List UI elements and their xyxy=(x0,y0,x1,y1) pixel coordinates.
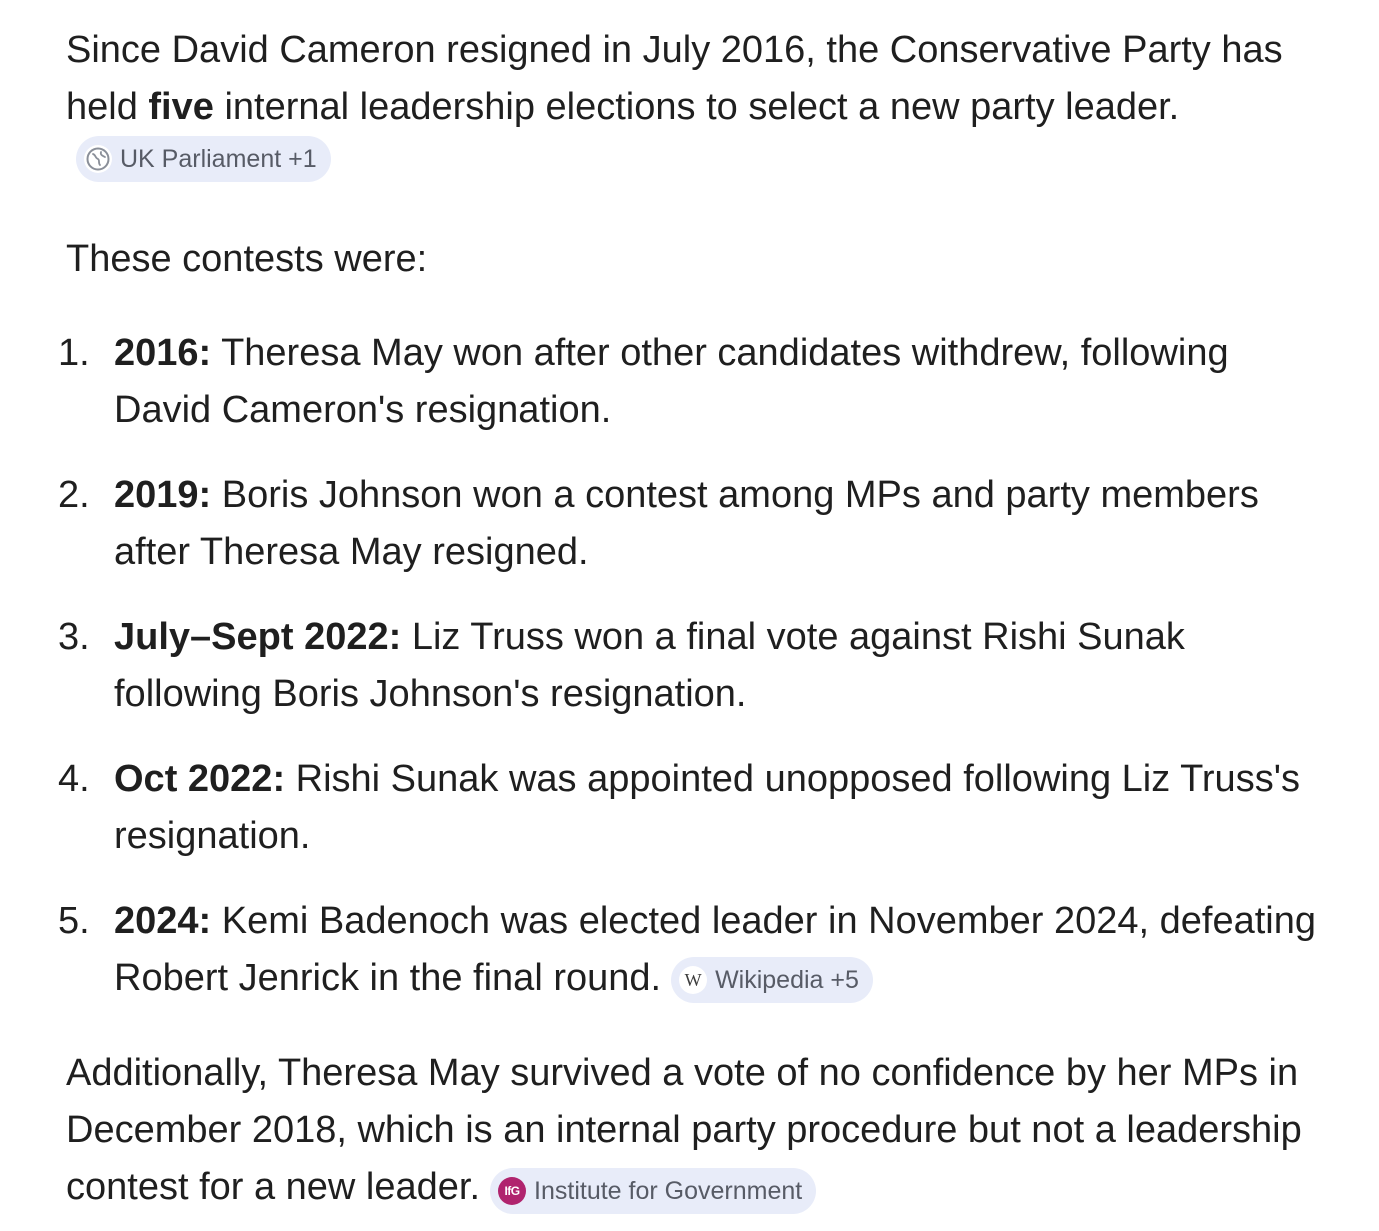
contest-label: 2016: xyxy=(114,332,212,374)
ifg-logo-icon: IfG xyxy=(498,1177,526,1205)
outro-paragraph xyxy=(66,1045,1326,1216)
wikipedia-icon: W xyxy=(679,966,707,994)
list-number: 3. xyxy=(58,616,90,658)
list-number: 4. xyxy=(58,758,90,800)
contests-lead: These contests were: xyxy=(66,238,428,280)
outro-text: Additionally, Theresa May survived a vote of no confidence by her MPs in December 2018, which is an internal party procedure but not a leadership contest for a new leader. xyxy=(66,1052,1302,1208)
citation-label: Wikipedia +5 xyxy=(715,966,859,994)
contests-list xyxy=(58,325,1326,1007)
list-item xyxy=(58,325,1326,439)
contest-label: July–Sept 2022: xyxy=(114,616,402,658)
response-content xyxy=(58,22,1326,1216)
contest-text: Boris Johnson won a contest among MPs and party members after Theresa May resigned. xyxy=(114,474,1259,573)
citation-label: UK Parliament +1 xyxy=(120,145,317,173)
intro-bold-count: five xyxy=(148,86,214,128)
list-number: 2. xyxy=(58,474,90,516)
contest-text: Kemi Badenoch was elected leader in November 2024, defeating Robert Jenrick in the final round. xyxy=(114,900,1317,999)
citation-chip-uk-parliament[interactable] xyxy=(76,136,331,182)
citation-chip-wikipedia[interactable] xyxy=(671,957,873,1003)
intro-paragraph xyxy=(66,22,1326,193)
contest-label: Oct 2022: xyxy=(114,758,286,800)
contest-label: 2019: xyxy=(114,474,212,516)
citation-label: Institute for Government xyxy=(534,1177,803,1205)
list-item xyxy=(58,751,1326,865)
list-item xyxy=(58,893,1326,1007)
globe-icon xyxy=(84,145,112,173)
list-number: 5. xyxy=(58,900,90,942)
list-item xyxy=(58,609,1326,723)
intro-text-before: Since David Cameron resigned in July 2016, the Conservative Party has held xyxy=(66,29,1283,128)
citation-chip-institute-for-government[interactable] xyxy=(490,1168,816,1214)
contest-text: Theresa May won after other candidates withdrew, following David Cameron's resignation. xyxy=(114,332,1229,431)
intro-text-after: internal leadership elections to select a new party leader. xyxy=(213,86,1180,128)
list-item xyxy=(58,467,1326,581)
list-number: 1. xyxy=(58,332,90,374)
contest-text: Rishi Sunak was appointed unopposed following Liz Truss's resignation. xyxy=(114,758,1300,857)
contest-label: 2024: xyxy=(114,900,212,942)
contest-text: Liz Truss won a final vote against Rishi Sunak following Boris Johnson's resignation. xyxy=(114,616,1185,715)
